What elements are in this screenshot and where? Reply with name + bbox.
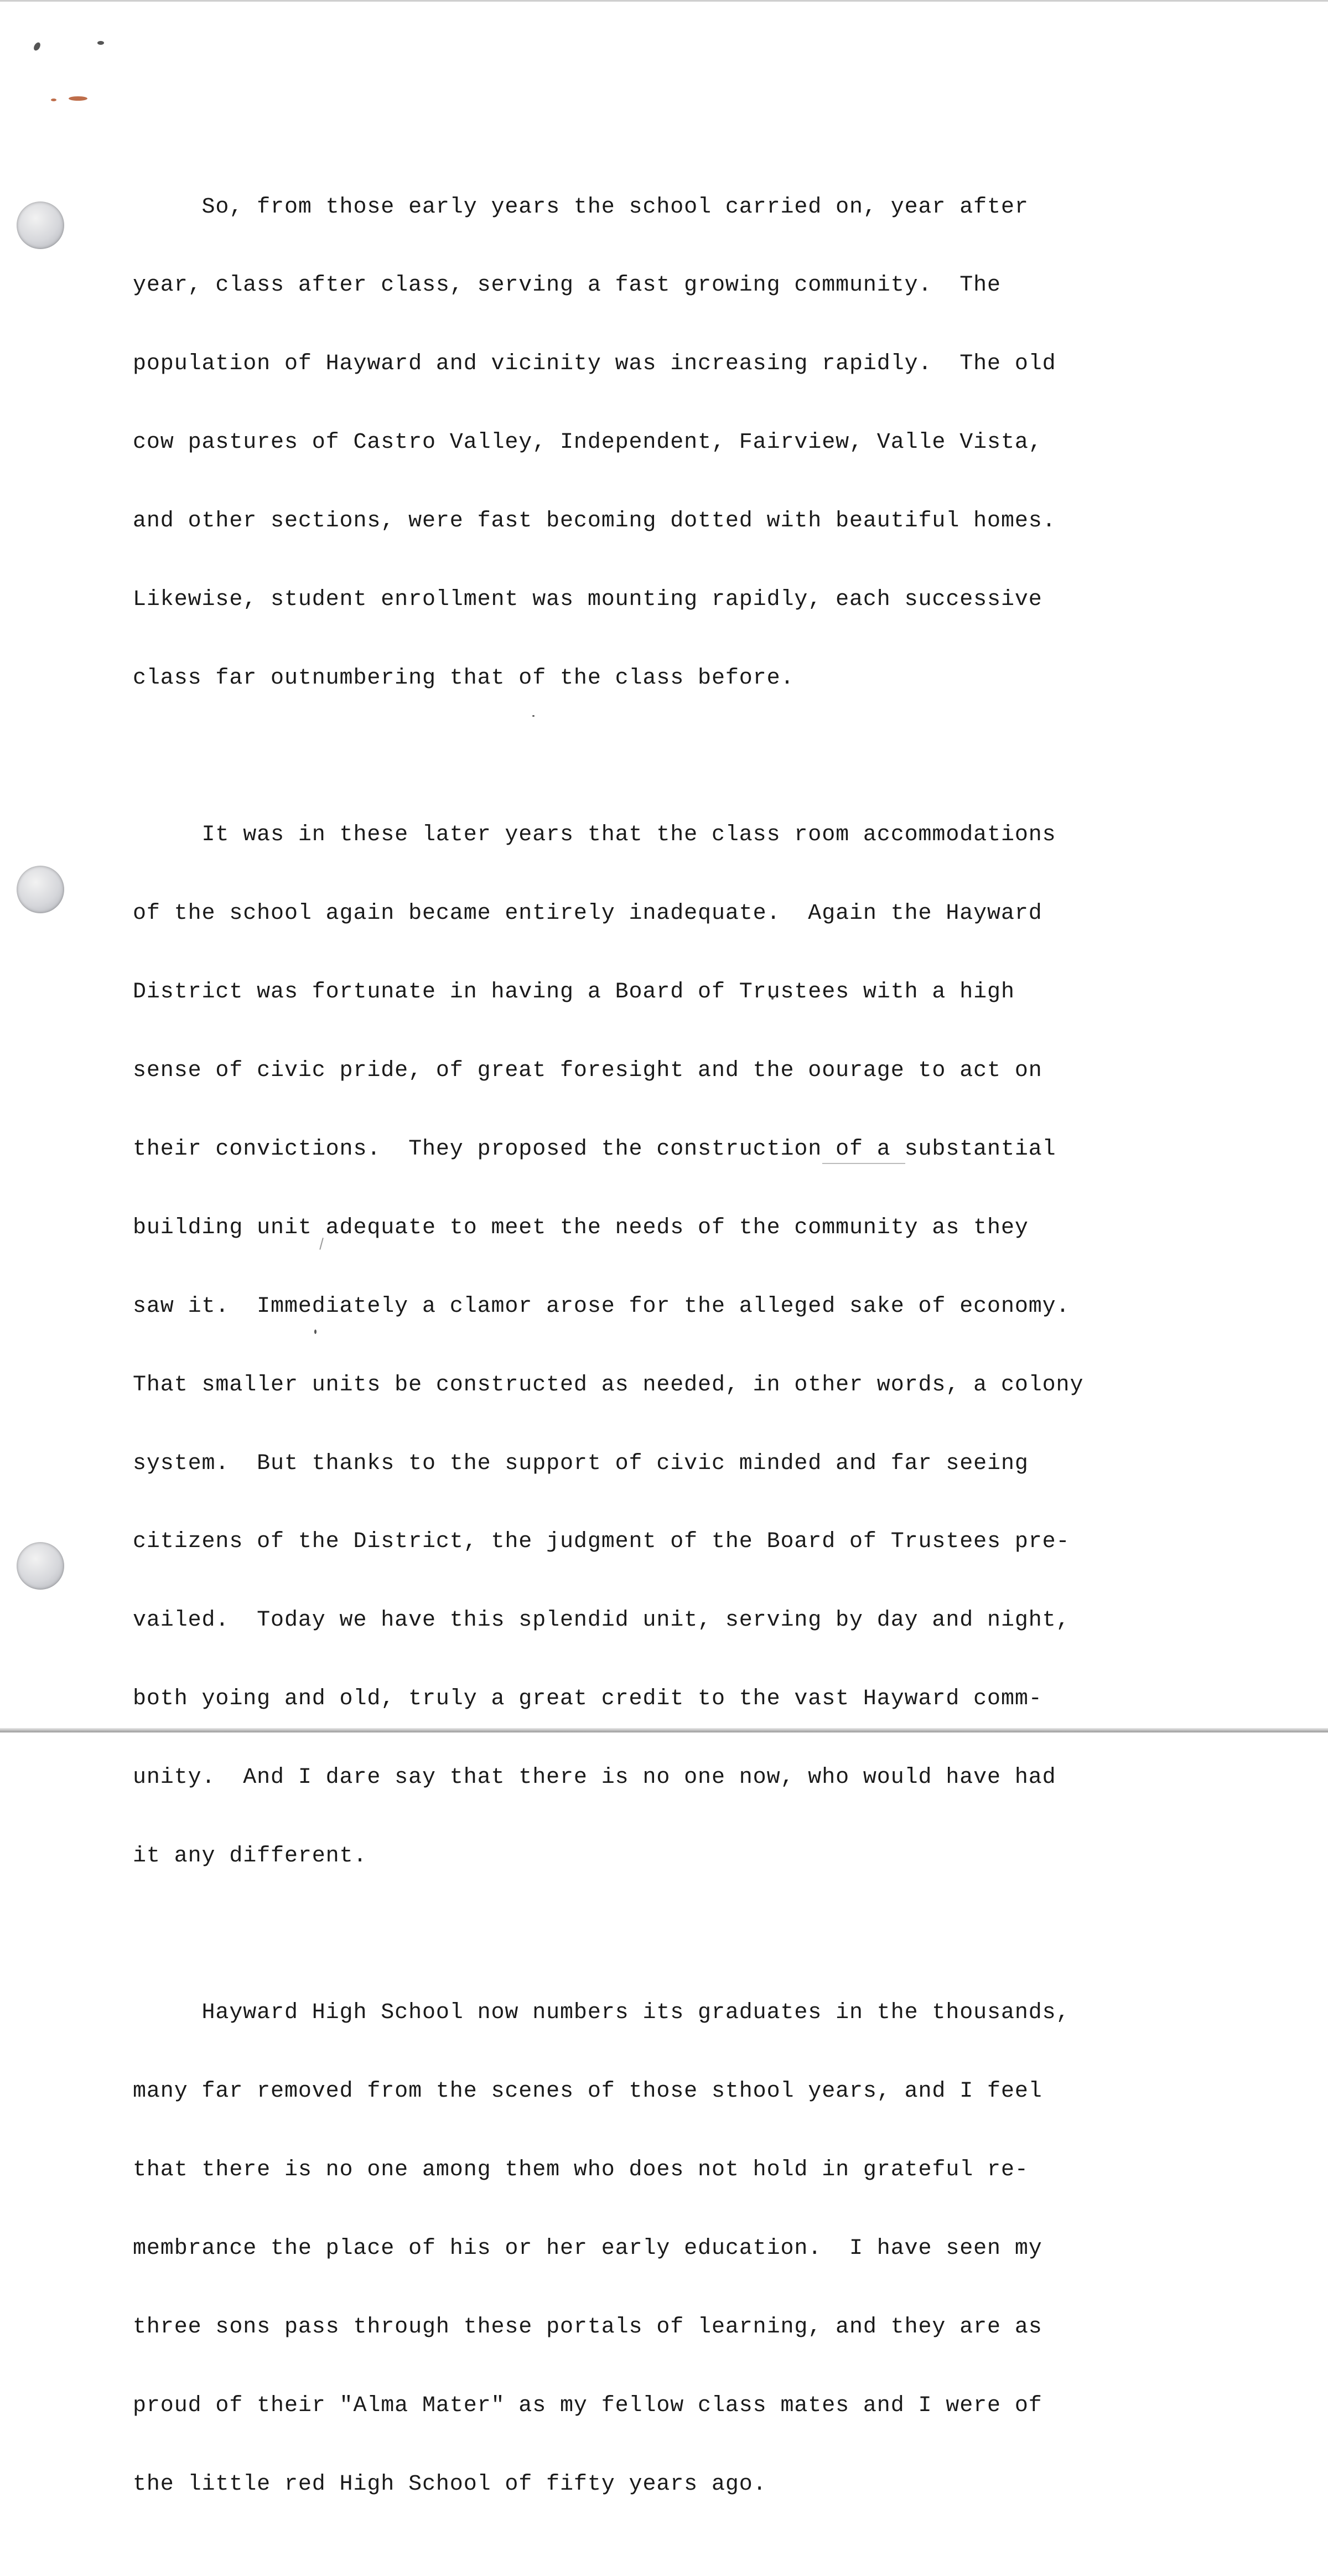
text-line: sense of civic pride, of great foresight and the oourage to act on (133, 1058, 1042, 1084)
punch-hole-middle (17, 866, 64, 913)
text-line: the little red High School of fifty years ago. (133, 2471, 767, 2497)
text-line: So, from those early years the school carried on, year after (133, 194, 1029, 220)
text-line: it any different. (133, 1844, 367, 1869)
text-line: of the school again became entirely inadequate. Again the Hayward (133, 901, 1042, 927)
paragraph-1 (133, 142, 1239, 744)
text-line: proud of their "Alma Mater" as my fellow class mates and I were of (133, 2393, 1042, 2418)
text-line: cow pastures of Castro Valley, Independent, Fairview, Valle Vista, (133, 430, 1042, 456)
text-line: membrance the place of his or her early education. I have seen my (133, 2236, 1042, 2262)
punch-hole-bottom (17, 1542, 64, 1590)
text-line: That smaller units be constructed as needed, in other words, a colony (133, 1372, 1084, 1398)
text-line: class far outnumbering that of the class before. (133, 665, 795, 691)
page-top-edge (0, 0, 1328, 2)
text-line: Hayward High School now numbers its graduates in the thousands, (133, 2000, 1070, 2026)
paragraph-2 (133, 770, 1239, 1922)
page-bottom-edge (0, 1728, 1328, 1732)
punch-hole-top (17, 201, 64, 249)
text-line: year, class after class, serving a fast growing community. The (133, 273, 1001, 298)
text-line: population of Hayward and vicinity was increasing rapidly. The old (133, 351, 1056, 377)
text-line: system. But thanks to the support of civic minded and far seeing (133, 1451, 1029, 1476)
text-line: their convictions. They proposed the construction of a substantial (133, 1136, 1056, 1162)
scan-speck (97, 41, 104, 45)
text-line: citizens of the District, the judgment of the Board of Trustees pre- (133, 1529, 1070, 1555)
rust-stain (51, 99, 56, 101)
paragraph-3 (133, 1948, 1239, 2550)
text-line: District was fortunate in having a Board of Trustees with a high (133, 980, 1015, 1005)
text-line: both yoing and old, truly a great credit to the vast Hayward comm- (133, 1687, 1042, 1712)
text-line: unity. And I dare say that there is no one now, who would have had (133, 1765, 1056, 1791)
text-line: that there is no one among them who does not hold in grateful re- (133, 2158, 1029, 2183)
text-line: three sons pass through these portals of learning, and they are as (133, 2315, 1042, 2340)
scan-speck (33, 42, 42, 52)
rust-stain (69, 96, 87, 101)
typed-letter-body (133, 142, 1239, 2576)
text-line: It was in these later years that the class room accommodations (133, 823, 1056, 848)
text-line: many far removed from the scenes of those sthool years, and I feel (133, 2079, 1042, 2104)
text-line: building unit adequate to meet the needs of the community as they (133, 1215, 1029, 1240)
text-line: Likewise, student enrollment was mounting rapidly, each successive (133, 587, 1042, 613)
text-line: and other sections, were fast becoming dotted with beautiful homes. (133, 509, 1056, 534)
text-line: saw it. Immediately a clamor arose for the alleged sake of economy. (133, 1294, 1070, 1319)
text-line: vailed. Today we have this splendid unit, serving by day and night, (133, 1608, 1070, 1633)
